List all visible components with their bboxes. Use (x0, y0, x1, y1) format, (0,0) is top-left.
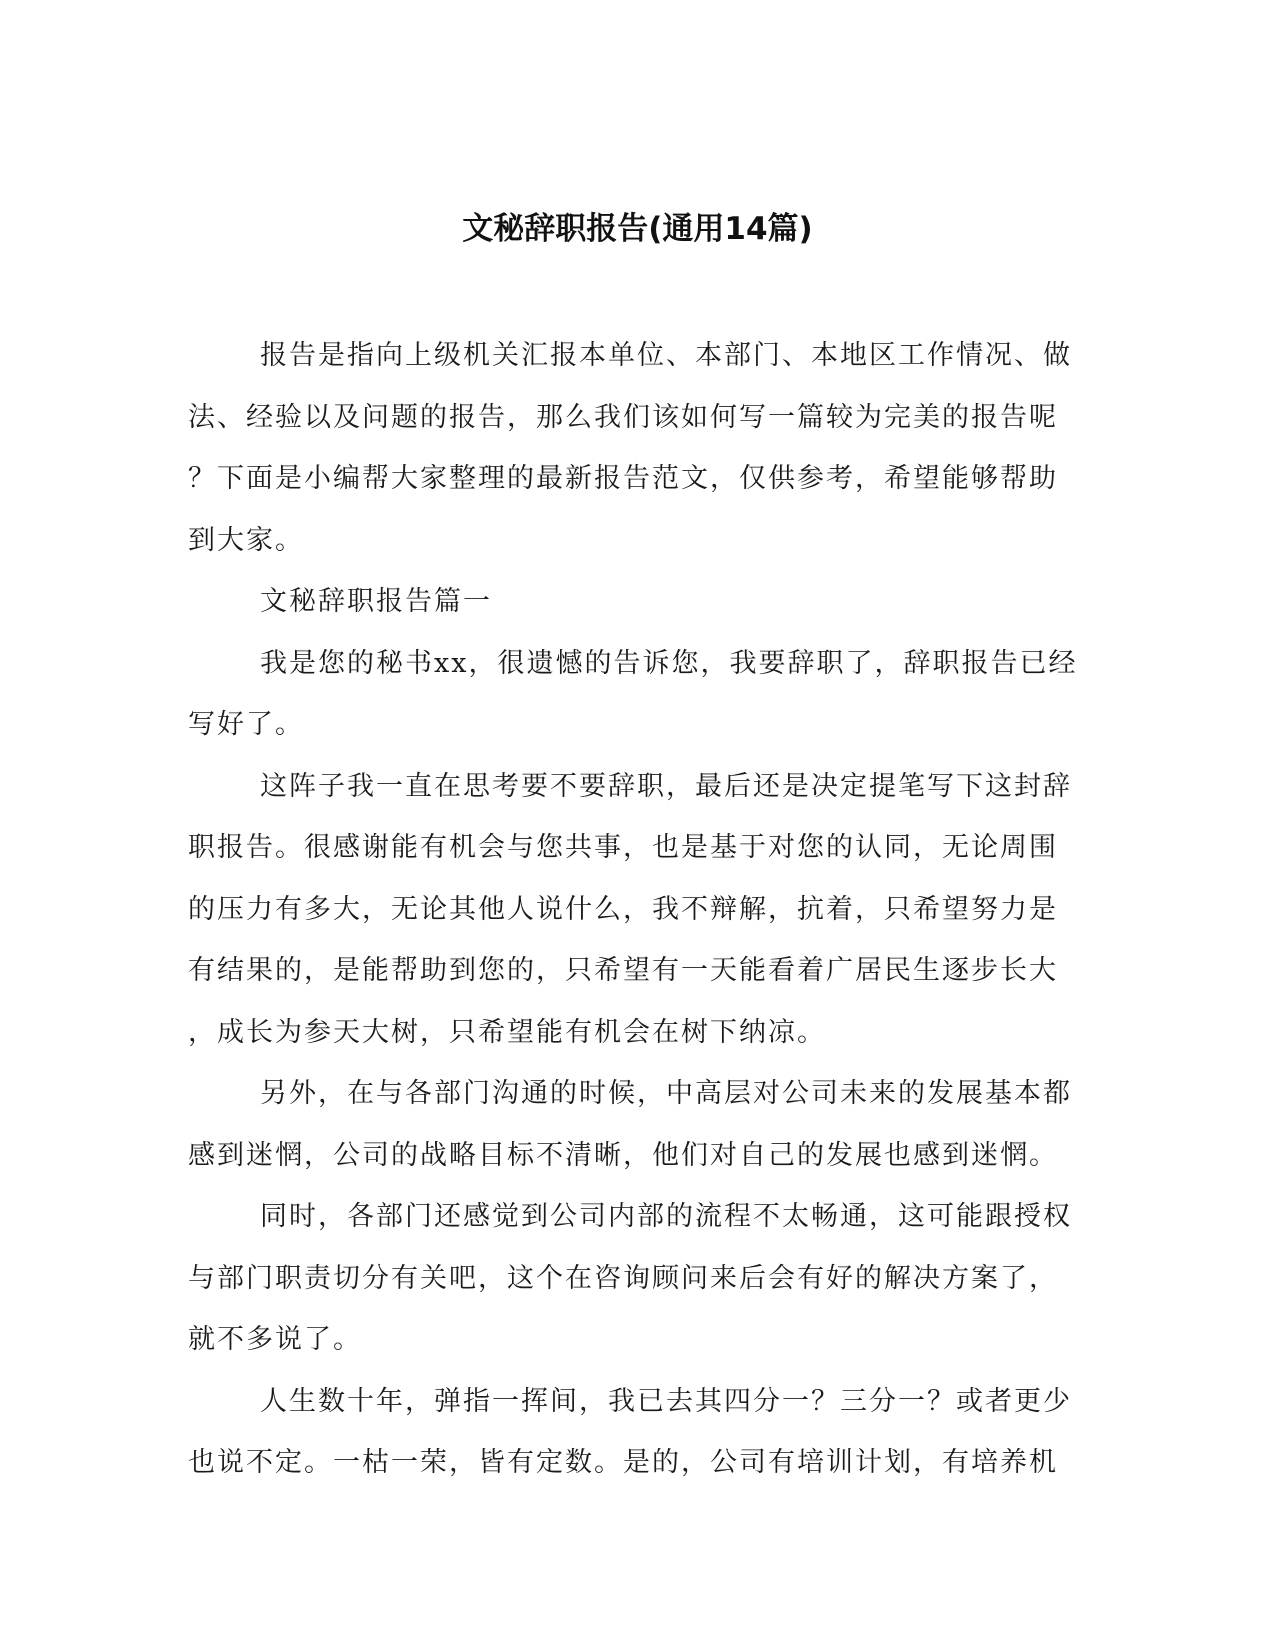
text-line: 的压力有多大，无论其他人说什么，我不辩解，抗着，只希望努力是 (188, 893, 1058, 925)
document-body (188, 325, 1078, 1494)
text-line: 报告是指向上级机关汇报本单位、本部门、本地区工作情况、做 (260, 340, 1072, 371)
text-line: 这阵子我一直在思考要不要辞职，最后还是决定提笔写下这封辞 (260, 770, 1072, 802)
text-line: 写好了。 (188, 709, 304, 740)
paragraph (188, 756, 1078, 1064)
text-line: 感到迷惘，公司的战略目标不清晰，他们对自己的发展也感到迷惘。 (188, 1139, 1058, 1171)
paragraph (188, 1371, 1078, 1494)
text-line: 就不多说了。 (188, 1324, 362, 1355)
text-line: 也说不定。一枯一荣，皆有定数。是的，公司有培训计划，有培养机 (188, 1447, 1058, 1478)
text-line: 另外，在与各部门沟通的时候，中高层对公司未来的发展基本都 (260, 1078, 1072, 1109)
text-line: 与部门职责切分有关吧，这个在咨询顾问来后会有好的解决方案了， (188, 1262, 1058, 1294)
text-line: 同时，各部门还感觉到公司内部的流程不太畅通，这可能跟授权 (260, 1201, 1072, 1232)
section-heading (188, 571, 1078, 633)
paragraph-intro (188, 325, 1078, 571)
text-line: ？下面是小编帮大家整理的最新报告范文，仅供参考，希望能够帮助 (188, 463, 1058, 494)
paragraph (188, 1186, 1078, 1371)
document-title: 文秘辞职报告(通用14篇) (462, 211, 813, 247)
text-line: 到大家。 (188, 524, 304, 556)
text-line: 有结果的，是能帮助到您的，只希望有一天能看着广居民生逐步长大 (188, 955, 1058, 986)
paragraph (188, 1063, 1078, 1186)
text-line: 法、经验以及问题的报告，那么我们该如何写一篇较为完美的报告呢 (188, 401, 1058, 433)
paragraph (188, 633, 1078, 756)
text-line: 我是您的秘书xx，很遗憾的告诉您，我要辞职了，辞职报告已经 (260, 647, 1078, 679)
text-line: 职报告。很感谢能有机会与您共事，也是基于对您的认同，无论周围 (188, 832, 1058, 863)
text-line: 人生数十年，弹指一挥间，我已去其四分一？三分一？或者更少 (260, 1385, 1072, 1417)
text-line: ，成长为参天大树，只希望能有机会在树下纳凉。 (188, 1016, 826, 1048)
section-heading-text: 文秘辞职报告篇一 (260, 586, 492, 617)
